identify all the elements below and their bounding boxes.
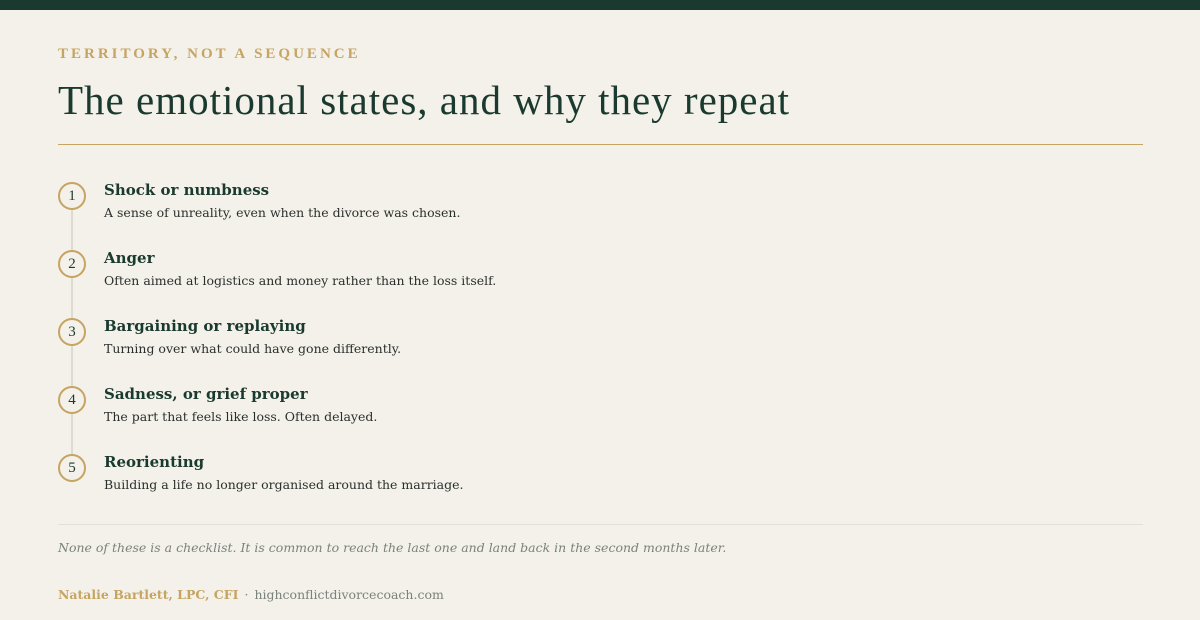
state-item bbox=[58, 317, 1143, 385]
timeline-connector bbox=[71, 345, 73, 387]
author-name: Natalie Bartlett, LPC, CFI bbox=[58, 587, 239, 602]
state-description: Turning over what could have gone differently. bbox=[104, 341, 402, 356]
state-number-badge: 4 bbox=[58, 386, 86, 414]
timeline-connector bbox=[71, 413, 73, 455]
state-title: Anger bbox=[104, 249, 155, 267]
title-divider bbox=[58, 144, 1143, 145]
footer-divider bbox=[58, 524, 1143, 525]
separator-dot: · bbox=[244, 587, 249, 602]
state-item bbox=[58, 181, 1143, 249]
page-title: The emotional states, and why they repeat bbox=[58, 77, 791, 123]
state-number-badge: 5 bbox=[58, 454, 86, 482]
eyebrow-label: TERRITORY, NOT A SEQUENCE bbox=[58, 46, 361, 62]
state-item bbox=[58, 453, 1143, 521]
state-title: Shock or numbness bbox=[104, 181, 270, 199]
state-item bbox=[58, 385, 1143, 453]
state-number-badge: 3 bbox=[58, 318, 86, 346]
state-description: Often aimed at logistics and money rather than the loss itself. bbox=[104, 273, 497, 288]
state-item bbox=[58, 249, 1143, 317]
states-list bbox=[58, 181, 1143, 521]
state-title: Bargaining or replaying bbox=[104, 317, 306, 335]
signature-line bbox=[58, 587, 444, 602]
state-number-badge: 2 bbox=[58, 250, 86, 278]
top-accent-bar bbox=[0, 0, 1200, 10]
state-description: The part that feels like loss. Often delayed. bbox=[104, 409, 378, 424]
state-title: Reorienting bbox=[104, 453, 205, 471]
state-number-badge: 1 bbox=[58, 182, 86, 210]
state-title: Sadness, or grief proper bbox=[104, 385, 308, 403]
website-link[interactable]: highconflictdivorcecoach.com bbox=[254, 587, 444, 602]
state-description: A sense of unreality, even when the divorce was chosen. bbox=[104, 205, 461, 220]
state-description: Building a life no longer organised around the marriage. bbox=[104, 477, 464, 492]
timeline-connector bbox=[71, 209, 73, 251]
footnote: None of these is a checklist. It is common to reach the last one and land back in the second months later. bbox=[58, 540, 727, 555]
timeline-connector bbox=[71, 277, 73, 319]
